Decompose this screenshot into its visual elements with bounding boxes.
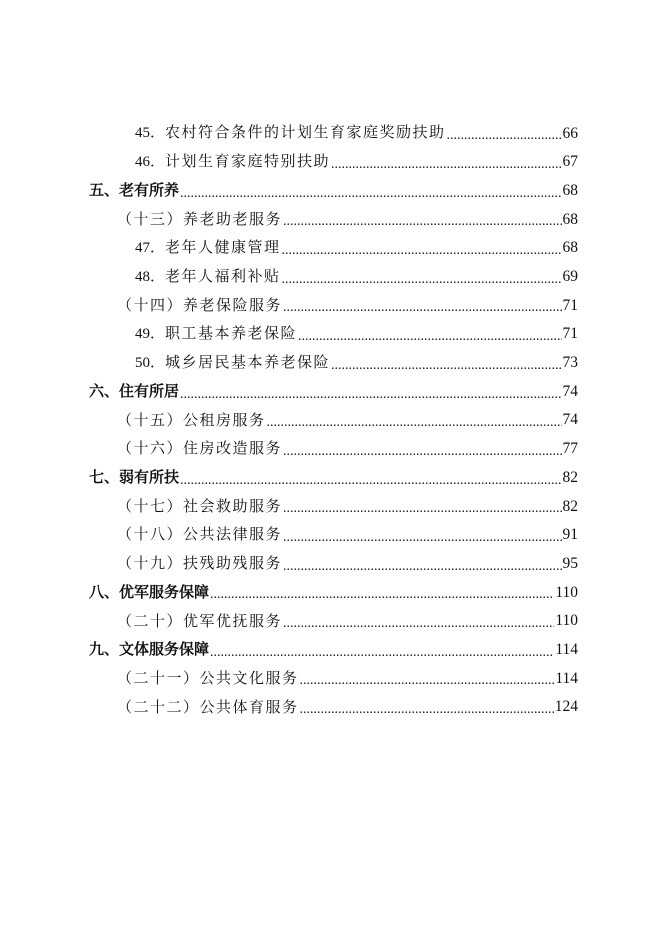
dot-leader [283,502,561,516]
toc-entry[interactable] [0,492,578,521]
toc-entry-label [135,154,330,170]
toc-entry-page-number: 91 [562,526,578,544]
table-of-contents [0,119,662,721]
toc-entry-label [89,582,210,601]
toc-entry-number: 50． [135,354,166,371]
toc-entry[interactable] [0,521,578,550]
toc-entry-number: 48． [135,268,166,285]
toc-entry-number: 46． [135,154,166,171]
toc-entry-label [117,611,283,630]
toc-entry[interactable] [0,406,578,435]
toc-entry-title: （十七）社会救助服务 [117,496,283,515]
toc-entry-label [89,642,209,657]
toc-entry[interactable] [0,578,578,607]
toc-entry-title: （十九）扶残助残服务 [117,554,283,573]
toc-entry[interactable] [0,435,578,464]
toc-entry[interactable] [0,635,578,664]
dot-leader [283,617,554,631]
toc-entry[interactable] [0,607,578,636]
dot-leader [282,273,562,287]
dot-leader [298,330,561,344]
toc-entry-number: 45． [135,125,166,142]
toc-entry-page-number: 114 [555,640,578,658]
toc-entry[interactable] [0,291,578,320]
toc-entry-title: 老年人福利补贴 [165,266,281,285]
toc-entry-title: 计划生育家庭特别扶助 [165,152,331,171]
toc-entry-number: 49． [135,326,166,343]
dot-leader [180,388,561,402]
toc-entry[interactable] [0,549,578,578]
toc-entry-label [135,240,281,256]
toc-entry-label [135,266,281,285]
toc-entry-title: （二十一）公共文化服务 [117,668,299,687]
toc-entry-label [135,326,297,342]
dot-leader [331,359,561,373]
toc-entry-title: （二十二）公共体育服务 [117,697,299,716]
dot-leader [210,588,554,602]
toc-entry-page-number: 77 [562,440,578,458]
toc-entry-page-number: 114 [555,669,578,687]
toc-entry-title: 职工基本养老保险 [165,324,298,343]
toc-entry-page-number: 69 [562,268,578,286]
dot-leader [283,445,561,459]
dot-leader [283,560,561,574]
dot-leader [180,474,561,488]
toc-entry-page-number: 71 [562,296,578,314]
toc-entry[interactable] [0,664,578,693]
toc-entry-label [117,209,283,228]
toc-entry-title: （二十）优军优抚服务 [117,611,283,630]
toc-entry-title: 老年人健康管理 [165,238,281,257]
toc-entry-label [117,295,283,314]
toc-entry-label [117,556,282,571]
toc-entry[interactable] [0,693,578,722]
toc-entry-title: 农村符合条件的计划生育家庭奖励扶助 [165,123,446,142]
toc-entry-title: （十三）养老助老服务 [117,209,283,228]
dot-leader [447,129,562,143]
dot-leader [300,674,555,688]
toc-entry-label [117,496,283,515]
toc-entry[interactable] [0,176,578,205]
toc-entry-title: （十四）养老保险服务 [117,295,283,314]
toc-entry-title: 八、优军服务保障 [89,582,210,601]
toc-entry[interactable] [0,377,578,406]
toc-entry-title: 七、弱有所扶 [89,468,180,487]
toc-entry[interactable] [0,119,578,148]
toc-entry[interactable] [0,262,578,291]
dot-leader [180,187,561,201]
toc-entry-title: 五、老有所养 [89,181,180,200]
toc-entry[interactable] [0,463,578,492]
toc-entry-page-number: 82 [562,468,578,486]
toc-entry-page-number: 124 [554,698,578,716]
toc-entry-label [89,384,179,399]
toc-entry[interactable] [0,148,578,177]
toc-entry-page-number: 74 [562,382,578,400]
dot-leader [282,244,562,258]
toc-entry-label [117,441,282,456]
toc-entry-label [135,125,446,141]
toc-entry-title: （十五）公租房服务 [117,410,266,429]
toc-entry-page-number: 110 [555,612,578,630]
toc-entry-page-number: 74 [562,411,578,429]
toc-entry[interactable] [0,234,578,263]
dot-leader [300,703,554,717]
toc-entry-number: 47． [135,240,166,257]
toc-entry-page-number: 68 [562,239,578,257]
toc-entry-label [89,183,179,198]
toc-entry-title: （十八）公共法律服务 [117,525,283,544]
toc-entry-page-number: 67 [562,153,578,171]
dot-leader [331,158,561,172]
toc-entry-page-number: 66 [562,124,578,142]
toc-entry-page-number: 71 [562,325,578,343]
toc-entry-page-number: 110 [555,583,578,601]
dot-leader [267,416,562,430]
dot-leader [210,646,554,660]
toc-entry[interactable] [0,205,578,234]
toc-entry[interactable] [0,349,578,378]
dot-leader [283,215,561,229]
toc-entry-page-number: 68 [562,181,578,199]
toc-entry-title: 六、住有所居 [89,382,180,401]
toc-entry-page-number: 82 [562,497,578,515]
toc-entry-page-number: 95 [562,554,578,572]
toc-entry-page-number: 73 [562,354,578,372]
toc-entry[interactable] [0,320,578,349]
toc-entry-label [89,470,179,485]
dot-leader [283,301,561,315]
toc-entry-label [135,352,331,371]
toc-entry-label [117,527,282,542]
toc-entry-title: 城乡居民基本养老保险 [165,352,331,371]
toc-entry-title: （十六）住房改造服务 [117,439,283,458]
toc-entry-label [117,697,299,716]
toc-entry-page-number: 68 [562,210,578,228]
toc-entry-label [117,410,266,429]
toc-entry-title: 九、文体服务保障 [89,640,210,659]
toc-entry-label [117,668,299,687]
dot-leader [283,531,561,545]
